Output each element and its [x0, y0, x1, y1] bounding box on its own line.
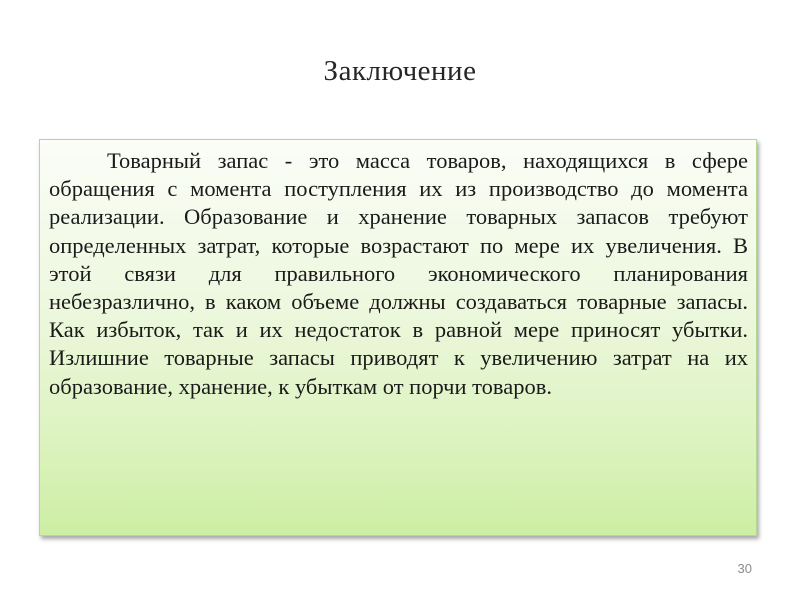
content-paragraph: Товарный запас - это масса товаров, находящихся в сфере обращения с момента поступления их из производство до момента реализации. Образование и хранение товарных запасов требуют определенных затрат, которые возрастают по мере их увеличения. В этой связи для правильного экономического планирования небезразлично, в каком объеме должны создаваться товарные запасы. Как избыток, так и их недостаток в равной мере приносят убытки. Излишние товарные запасы приводят к увеличению затрат на их образование, хранение, к убыткам от порчи товаров.	[49, 148, 748, 399]
content-box	[39, 139, 757, 536]
slide-title: Заключение	[323, 55, 477, 87]
page-number: 30	[737, 561, 752, 576]
